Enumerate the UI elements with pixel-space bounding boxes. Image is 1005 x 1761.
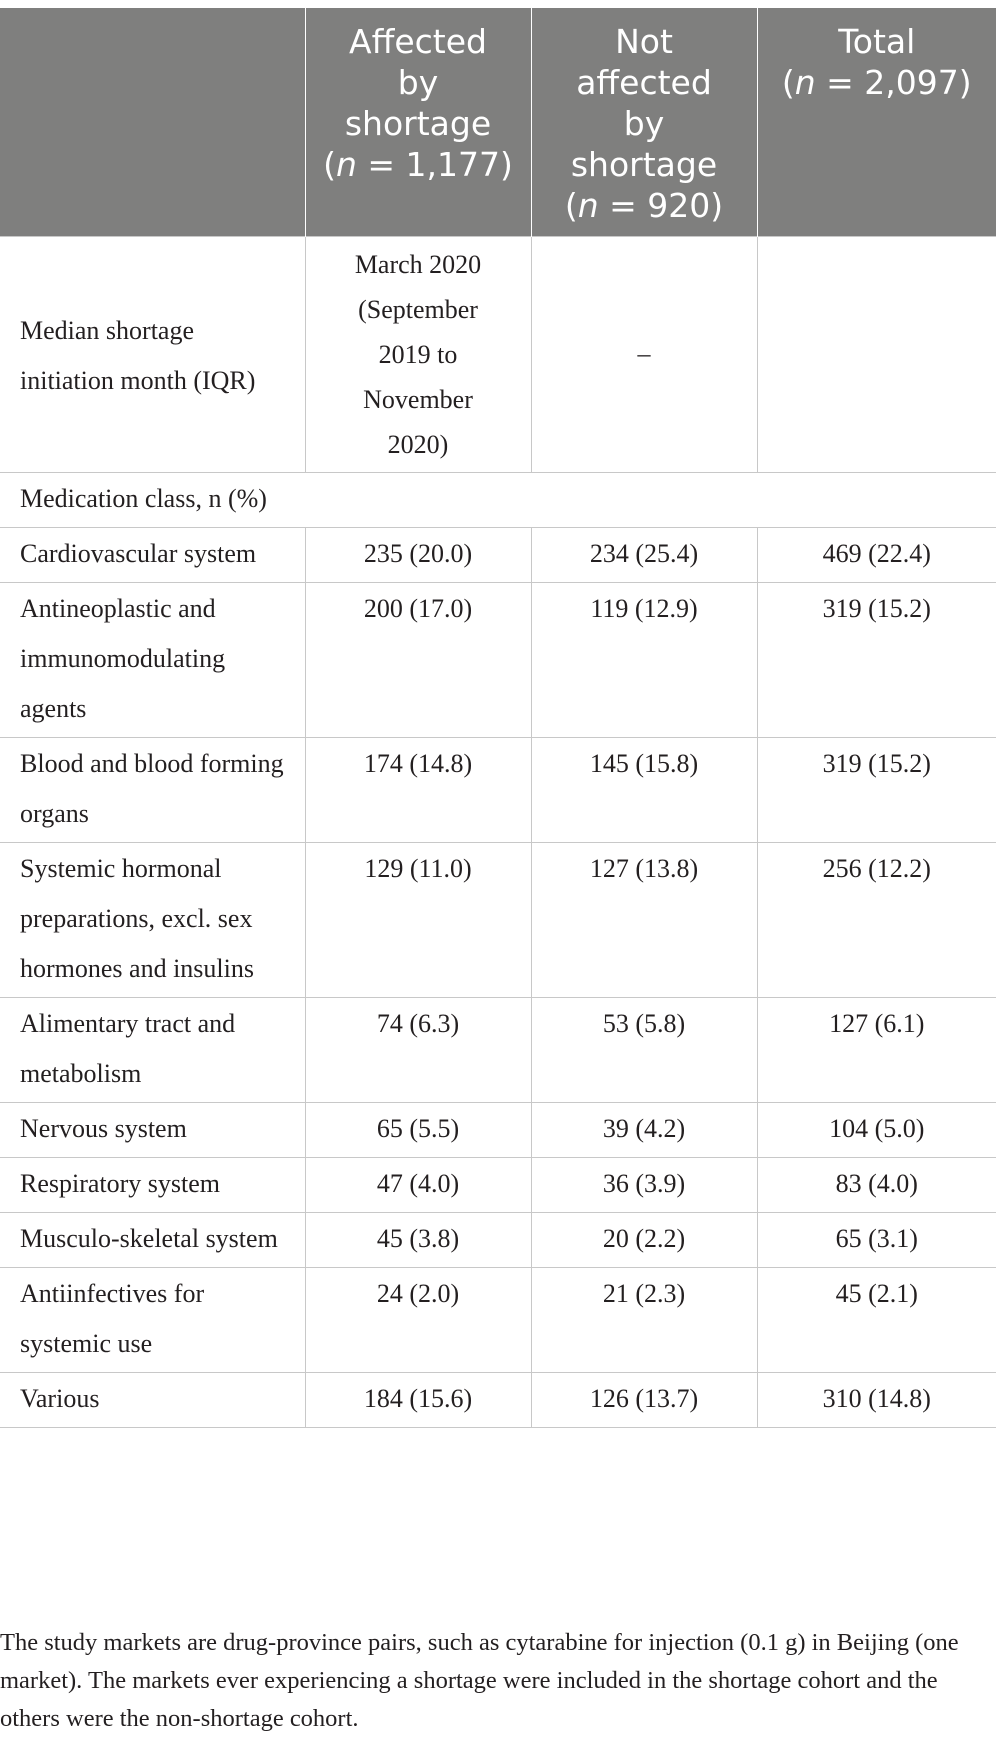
table-footnote: The study markets are drug-province pairs, such as cytarabine for injection (0.1 g) in Beijing (one market). The markets ever experiencing a shortage were included in the shortage cohort and the others were the non-shortage cohort. — [0, 1629, 959, 1732]
row-label: Blood and blood forming organs — [0, 738, 305, 843]
row-not-affected: 234 (25.4) — [531, 528, 757, 583]
header-affected-line1: Affected — [349, 22, 487, 61]
row-affected: 200 (17.0) — [305, 583, 531, 738]
median-label: Median shortage initiation month (IQR) — [0, 237, 305, 473]
median-affected-line1: March 2020 — [354, 250, 482, 279]
section-label: Medication class, n (%) — [0, 473, 996, 528]
median-total — [757, 237, 996, 473]
row-label: Alimentary tract and metabolism — [0, 998, 305, 1103]
row-affected: 235 (20.0) — [305, 528, 531, 583]
row-not-affected: 20 (2.2) — [531, 1213, 757, 1268]
row-total: 256 (12.2) — [757, 843, 996, 998]
table-row — [0, 738, 996, 843]
row-label: Antineoplastic and immunomodulating agents — [0, 583, 305, 738]
row-affected: 74 (6.3) — [305, 998, 531, 1103]
row-total: 65 (3.1) — [757, 1213, 996, 1268]
shortage-cohort-table — [0, 8, 996, 1428]
row-not-affected: 127 (13.8) — [531, 843, 757, 998]
row-not-affected: 53 (5.8) — [531, 998, 757, 1103]
row-label: Respiratory system — [0, 1158, 305, 1213]
table-row — [0, 1103, 996, 1158]
row-label: Nervous system — [0, 1103, 305, 1158]
row-affected: 65 (5.5) — [305, 1103, 531, 1158]
header-row — [0, 8, 996, 237]
medication-class-rows — [0, 528, 996, 1428]
header-affected-line2: by — [397, 63, 439, 102]
row-total: 127 (6.1) — [757, 998, 996, 1103]
header-total — [757, 8, 996, 237]
row-label: Systemic hormonal preparations, excl. sex hormones and insulins — [0, 843, 305, 998]
median-affected — [305, 237, 531, 473]
table-row — [0, 1373, 996, 1428]
row-affected: 45 (3.8) — [305, 1213, 531, 1268]
table-row — [0, 1213, 996, 1268]
table-row — [0, 998, 996, 1103]
header-affected-count: = 1,177) — [356, 145, 513, 184]
table-row — [0, 1158, 996, 1213]
header-total-line1: Total — [838, 22, 916, 61]
header-not-affected — [531, 8, 757, 237]
section-row — [0, 473, 996, 528]
row-total: 310 (14.8) — [757, 1373, 996, 1428]
row-not-affected: 39 (4.2) — [531, 1103, 757, 1158]
median-not-affected: – — [531, 237, 757, 473]
header-not-affected-paren: ( — [564, 186, 578, 225]
row-not-affected: 36 (3.9) — [531, 1158, 757, 1213]
table-row — [0, 843, 996, 998]
table-row — [0, 1268, 996, 1373]
row-label: Antiinfectives for systemic use — [0, 1268, 305, 1373]
median-affected-line4: November — [363, 385, 473, 414]
row-not-affected: 119 (12.9) — [531, 583, 757, 738]
row-affected: 24 (2.0) — [305, 1268, 531, 1373]
row-total: 104 (5.0) — [757, 1103, 996, 1158]
header-affected-paren: ( — [323, 145, 336, 184]
row-total: 45 (2.1) — [757, 1268, 996, 1373]
header-empty-cell — [0, 8, 305, 237]
row-affected: 174 (14.8) — [305, 738, 531, 843]
header-affected — [305, 8, 531, 237]
row-not-affected: 126 (13.7) — [531, 1373, 757, 1428]
table-row — [0, 583, 996, 738]
row-affected: 184 (15.6) — [305, 1373, 531, 1428]
row-label: Cardiovascular system — [0, 528, 305, 583]
row-label: Various — [0, 1373, 305, 1428]
header-total-n: n — [794, 63, 816, 102]
header-affected-line3: shortage — [344, 104, 492, 143]
row-total: 319 (15.2) — [757, 738, 996, 843]
row-total: 83 (4.0) — [757, 1158, 996, 1213]
median-row — [0, 237, 996, 473]
header-not-affected-n: n — [577, 186, 599, 225]
row-not-affected: 145 (15.8) — [531, 738, 757, 843]
header-total-paren: ( — [781, 63, 795, 102]
median-affected-line5: 2020) — [387, 430, 449, 459]
data-table-container — [0, 8, 996, 1428]
row-total: 469 (22.4) — [757, 528, 996, 583]
header-not-affected-line4: shortage — [570, 145, 718, 184]
header-not-affected-line3: by — [623, 104, 665, 143]
table-row — [0, 528, 996, 583]
header-total-count: = 2,097) — [815, 63, 972, 102]
row-affected: 129 (11.0) — [305, 843, 531, 998]
header-not-affected-count: = 920) — [598, 186, 724, 225]
header-not-affected-line2: affected — [576, 63, 712, 102]
median-affected-line3: 2019 to — [378, 340, 458, 369]
row-not-affected: 21 (2.3) — [531, 1268, 757, 1373]
header-affected-n: n — [335, 145, 357, 184]
row-total: 319 (15.2) — [757, 583, 996, 738]
row-affected: 47 (4.0) — [305, 1158, 531, 1213]
median-affected-line2: (September — [358, 295, 478, 324]
header-not-affected-line1: Not — [615, 22, 673, 61]
row-label: Musculo-skeletal system — [0, 1213, 305, 1268]
